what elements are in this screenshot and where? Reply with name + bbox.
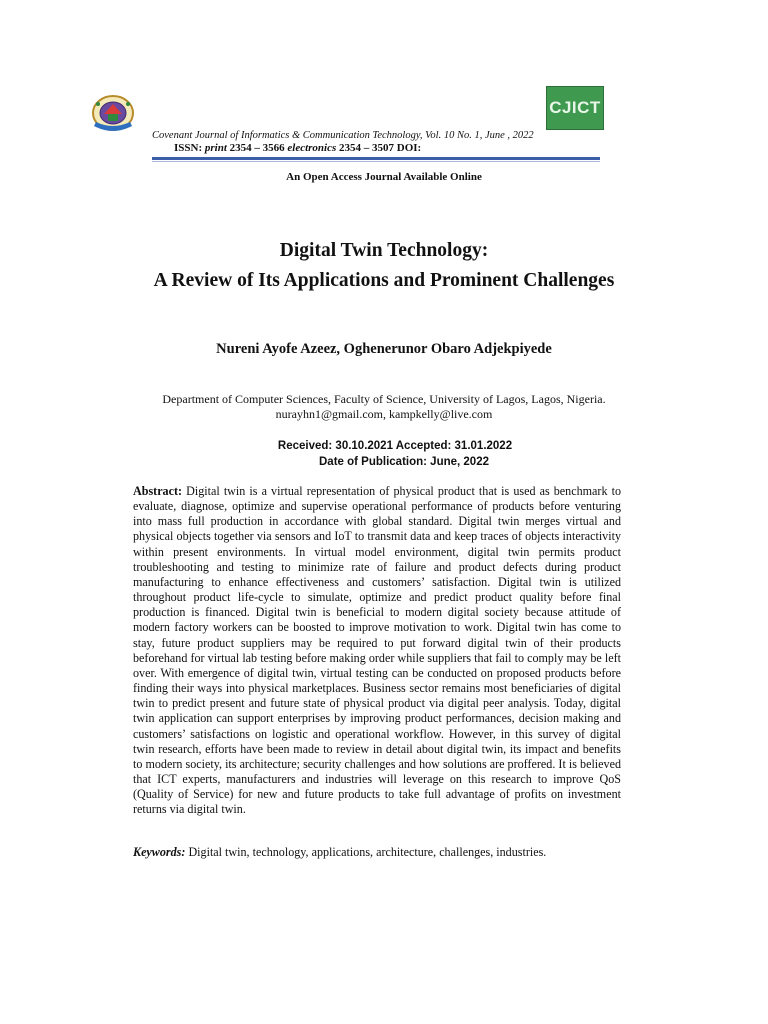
keywords-text: Digital twin, technology, applications, architecture, challenges, industries. [188,845,547,859]
journal-citation: Covenant Journal of Informatics & Communication Technology, Vol. 10 No. 1, June , 2022 [152,130,534,141]
abstract-label: Abstract: [133,484,183,498]
author-list: Nureni Ayofe Azeez, Oghenerunor Obaro Adjekpiyede [216,341,552,357]
issn-line [174,142,421,154]
received-accepted: Received: 30.10.2021 Accepted: 31.01.2022 [277,440,513,452]
journal-logo-text: CJICT [549,98,601,117]
publication-dates [0,438,768,470]
paper-title [0,236,768,296]
header-rule-thin [152,161,600,162]
header-rule [152,157,600,160]
university-seal-icon [88,92,138,138]
author-emails: nurayhn1@gmail.com, kampkelly@live.com [275,407,493,421]
abstract [133,484,621,817]
title-line-1: Digital Twin Technology: [279,240,489,261]
journal-logo [546,86,604,130]
keywords-label: Keywords: [133,845,186,859]
affiliation-block [0,392,768,422]
keywords [133,845,621,860]
issn-prefix: ISSN: [174,142,203,154]
abstract-text: Digital twin is a virtual representation of physical product that is used as benchmark to evaluate, diagnose, optimize and supervise operational performance of products before venturing into mass full production in accordance with global standard. Digital twin merges virtual and physical objects together via sensors and IoT to transmit data and keep traces of objects interactivity within present environments. In virtual model environment, digital twin permits product troubleshooting and testing to minimize rate of failure and product defects during product manufacturing to enhance effectiveness and customers’ satisfaction. Digital twin is utilized throughout product life-cycle to simulate, optimize and predict product quality before final production is financed. Digital twin is beneficial to modern digital society because attitude of modern factory workers can be boosted to improve motivation to work. Digital twin has come to stay, future product suppliers may be required to put forward digital twin of their products beforehand for virtual lab testing before making order while suppliers that fail to comply may be left over. With emergence of digital twin, virtual testing can be conducted on proposed products before finding their ways into physical marketplaces. Business sector remains most beneficiaries of digital twin to predict present and future state of physical product via digital peer analysis. Today, digital twin application can support enterprises by improving product performances, decision making and customers’ satisfactions on logistic and operational workflow. However, in this survey of digital twin research, efforts have been made to review in detail about digital twin, its impact and benefits to modern society, its architecture; security challenges and how solutions are proffered. It is believed that ICT experts, manufacturers and industries will leverage on this research to improve QoS (Quality of Service) for new and future products to take full advantage of profits on investment returns via digital twin. [133,484,621,817]
issn-print: 2354 – 3566 [229,142,285,154]
open-access-notice: An Open Access Journal Available Online [286,171,482,183]
issn-electronic: 2354 – 3507 DOI: [339,142,422,154]
issn-print-label: print [204,142,227,154]
issn-electronic-label: electronics [287,142,337,154]
affiliation: Department of Computer Sciences, Faculty of Science, University of Lagos, Lagos, Nigeria. [162,392,606,406]
title-line-2: A Review of Its Applications and Prominent Challenges [153,270,615,291]
publication-date: Date of Publication: June, 2022 [319,456,489,468]
